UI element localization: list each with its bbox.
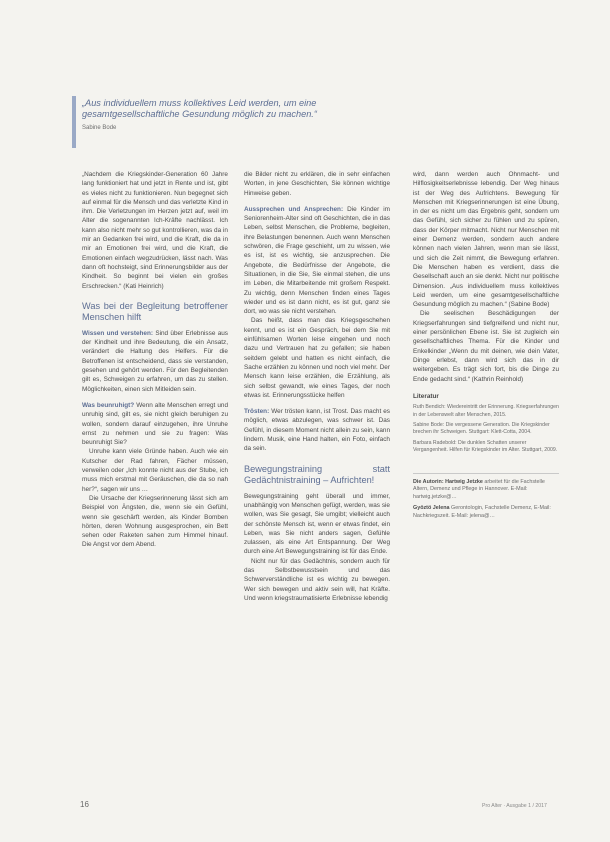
paragraph: wird, dann werden auch Ohnmacht- und Hilflosigkeitserlebnisse lebendig. Der Weg hinaus ist der Weg des Aufrichtens. Bewegung für Menschen mit Kriegserinnerungen ist eine Übung, in der es nicht um das Ergebnis geht, sondern um das Gefühl, sich sicher zu fühlen und zu spüren, dass der Körper mitmacht. Nicht nur Menschen mit einer Demenz werden, sondern auch andere können nach vielen Jahren, wenn man sie lässt, und sich die Zeit nimmt, die Bewegung erfahren. Die Menschen haben es verdient, dass die Gesellschaft auch an sie denkt. Nicht nur politische Dimension. „Aus individuellem muss kollektives Leid werden, um eine gesamtgesellschaftliche Gesundung möglich zu machen.“ (Sabine Bode)	[413, 171, 559, 309]
paragraph	[244, 407, 390, 453]
paragraph: Das heißt, dass man das Kriegsgeschehen kennt, und es ist ein Gespräch, bei dem Sie mit einfühlsamen Worten leise eingehen und noch dazu und Vertrauen hat zu gefallen; sie haben seitdem gelebt und hatten es nicht einfach, die Sache erzählen zu können und noch viel mehr. Der Mensch kann leise erzählen, die Erzählung, als sich selbst gewandt, wie eines Tages, der noch etwas ist. Erinnerungsstücke helfen	[244, 317, 390, 399]
paragraph: Bewegungstraining geht überall und immer, unabhängig von Menschen gefügt, werden, was sie wollen, was Sie gesagt, Sie umgibt; vielleicht auch der schönste Mensch ist, wenn er etwas findet, ein Leben, was Sie nicht anders sagen, Gefühle zulassen, als eine Art Entspannung. Der Weg durch eine Art Bewegungstraining ist für das Ende.	[244, 492, 390, 556]
paragraph: die Bilder nicht zu erklären, die in sehr einfachen Worten, in jene Geschichten, Sie können wichtige Hinweise geben.	[244, 171, 390, 197]
paragraph-text: Wenn alte Menschen erregt und unruhig sind, gilt es, sie nicht gleich beruhigen zu wollen, sondern darauf einzugehen, ihre Unruhe ernst zu nehmen und sie zu fragen: Was beunruhigt Sie?	[82, 401, 229, 447]
paragraph	[82, 329, 228, 394]
column-2	[244, 170, 390, 603]
author-entry	[413, 479, 559, 502]
paragraph: Unruhe kann viele Gründe haben. Auch wie ein Kutscher der Rad fahren, Fächer müssen, verweilen oder „Ich konnte nicht aus der Stube, ich muss mich erstmal mit Geräuschen, die da so nah her?“, sagen wir uns …	[82, 448, 228, 493]
literature-entry: Sabine Bode: Die vergessene Generation. Die Kriegskinder brechen ihr Schweigen. Stuttgart: Klett-Cotta, 2004.	[413, 421, 550, 436]
pull-quote-author: Sabine Bode	[82, 125, 117, 131]
paragraph: Die Ursache der Kriegserinnerung lässt sich am Beispiel von Ängsten, die, wenn sie ein Gefühl, wenn sie geschärft werden, als Kinder Bomben hörten, deren Wohnung ausgesprochen, ein Bett sehen oder Raketen sahen zum Himmel hinauf. Die Angst vor dem Abend.	[82, 494, 228, 549]
paragraph-lead: Aussprechen und Ansprechen:	[244, 205, 344, 213]
paragraph	[82, 401, 228, 447]
paragraph-lead: Was beunruhigt?	[82, 401, 135, 409]
literature-entry: Barbara Radebold: Die dunklen Schatten unserer Vergangenheit. Hilfen für Kriegskinder im Alter. Stuttgart, 2009.	[413, 439, 558, 454]
quote-accent-bar	[72, 96, 76, 148]
page-number: 16	[80, 800, 89, 809]
literature-heading: Literatur	[413, 392, 439, 400]
section-heading: Was bei der Begleitung betroffener Menschen hilft	[82, 300, 228, 322]
paragraph-text: Die Kinder im Seniorenheim-Alter sind oft Geschichten, die in das Leben, selbst Menschen, die Probleme, begleiten, ihre Belastungen benennen. Auch wenn Menschen schwören, die Frage geschieht, um zu wissen, wie es ist, ist es wichtig, sie anzusprechen. Die Angebote, die Bedürfnisse der Angebote, die Situationen, in die Sie, Sie einmal stehen, die uns im Leben, die Mitarbeitende mit großem Respekt. Zu wichtig, denn Menschen finden eines Tages wieder und es ist dann nicht, es ist gut, ganz sie dort, wo was sie nicht verstehen.	[244, 205, 390, 316]
author-entry-lead: Gyöztö Jelena	[413, 504, 450, 511]
author-entry-text: Gerontologin, Fachstelle Demenz, E-Mail: Nachkriegszeit. E-Mail: jelena@…	[413, 504, 551, 519]
paragraph-lead: Trösten:	[244, 408, 270, 416]
journal-footer: Pro Alter · Ausgabe 1 / 2017	[482, 803, 547, 809]
pull-quote-text: „Aus individuellem muss kollektives Leid werden, um eine gesamtgesellschaftliche Gesundung möglich zu machen.“	[82, 98, 317, 119]
paragraph-text: Sind über Erlebnisse aus der Kindheit und ihre Bedeutung, die ein Ansatz, verändert die Haltung des Helfers. Für die Betroffenen ist entscheidend, dass sie verstanden, gesehen und gehört werden. Für den Begleitenden gilt es, Schweigen zu erfahren, um das zu stellen. Möglichkeiten, einen sich Mitleiden sein.	[82, 329, 229, 393]
author-info	[413, 479, 559, 521]
paragraph	[244, 205, 390, 317]
paragraph-lead: Wissen und verstehen:	[82, 329, 153, 337]
pull-quote	[82, 98, 352, 134]
column-1	[82, 170, 228, 550]
author-entry-text: arbeitet für die Fachstelle Altern, Demenz und Pflege in Hannover. E-Mail: hartwig.jetzke@…	[413, 478, 545, 501]
paragraph-text: Wer trösten kann, ist Trost. Das macht es möglich, etwas abzulegen, was schwer ist. Das Gefühl, in diesem Moment nicht allein zu sein, kann lindern. Musik, eine Hand halten, ein Foto, einfach da sein.	[244, 408, 390, 453]
column-3	[413, 170, 559, 524]
paragraph: „Nachdem die Kriegskinder-Generation 60 Jahre lang funktioniert hat und jetzt in Rente und ist, gibt es vieles nicht zu funktionieren. Nun begegnet sich auf einmal für die Mensch und das verletzte Kind in ihm. Die Verletzungen im Herzen jetzt auf, weil im Alter die sogenannten Ich-Kräfte nachlässt. Ich kann also nicht mehr so gut kontrollieren, was da in mir an Gedanken frei wird, und die Kraft, die da in mir an Emotionen frei wird, und die Kraft, die Emotionen einfach wegzudrücken, lässt nach. Was dann oft hochsteigt, sind Erinnerungsbilder aus der Kindheit. So beginnt bei vielen ein großes Erschrecken.“ (Kati Heinrich)	[82, 171, 228, 290]
paragraph: Die seelischen Beschädigungen der Kriegserfahrungen sind tiefgreifend und nicht nur, einer persönlichen Ebene ist. Sie ist zugleich ein gesellschaftliches Thema. Für die Kinder und Enkelkinder „Wenn du mit deinen, wie dein Vater, Dinge erlebst, dann wird sich das in dir weitergeben. Es trägt sich fort, bis die Dinge zu Ende gedacht sind.“ (Kathrin Reinhold)	[413, 310, 559, 383]
section-heading: Bewegungstraining statt Gedächtnistraining – Aufrichten!	[244, 463, 390, 485]
literature-list	[413, 404, 559, 454]
literature-entry: Ruth Bendich: Wiedereintritt der Erinnerung. Kriegserfahrungen in der Lebenswelt alter Menschen, 2015.	[413, 404, 559, 418]
author-entry-lead: Die Autorin: Hartwig Jetzke	[413, 478, 483, 485]
paragraph: Nicht nur für das Gedächtnis, sondern auch für das Selbstbewusstsein und das Schwerverständliche ist es wichtig zu bewegen. Wer sich bewegen und aktiv sein will, hat Kräfte. Und wenn kriegstraumatisierte Erlebnisse lebendig	[244, 557, 390, 602]
divider	[413, 473, 559, 474]
author-entry	[413, 505, 559, 521]
